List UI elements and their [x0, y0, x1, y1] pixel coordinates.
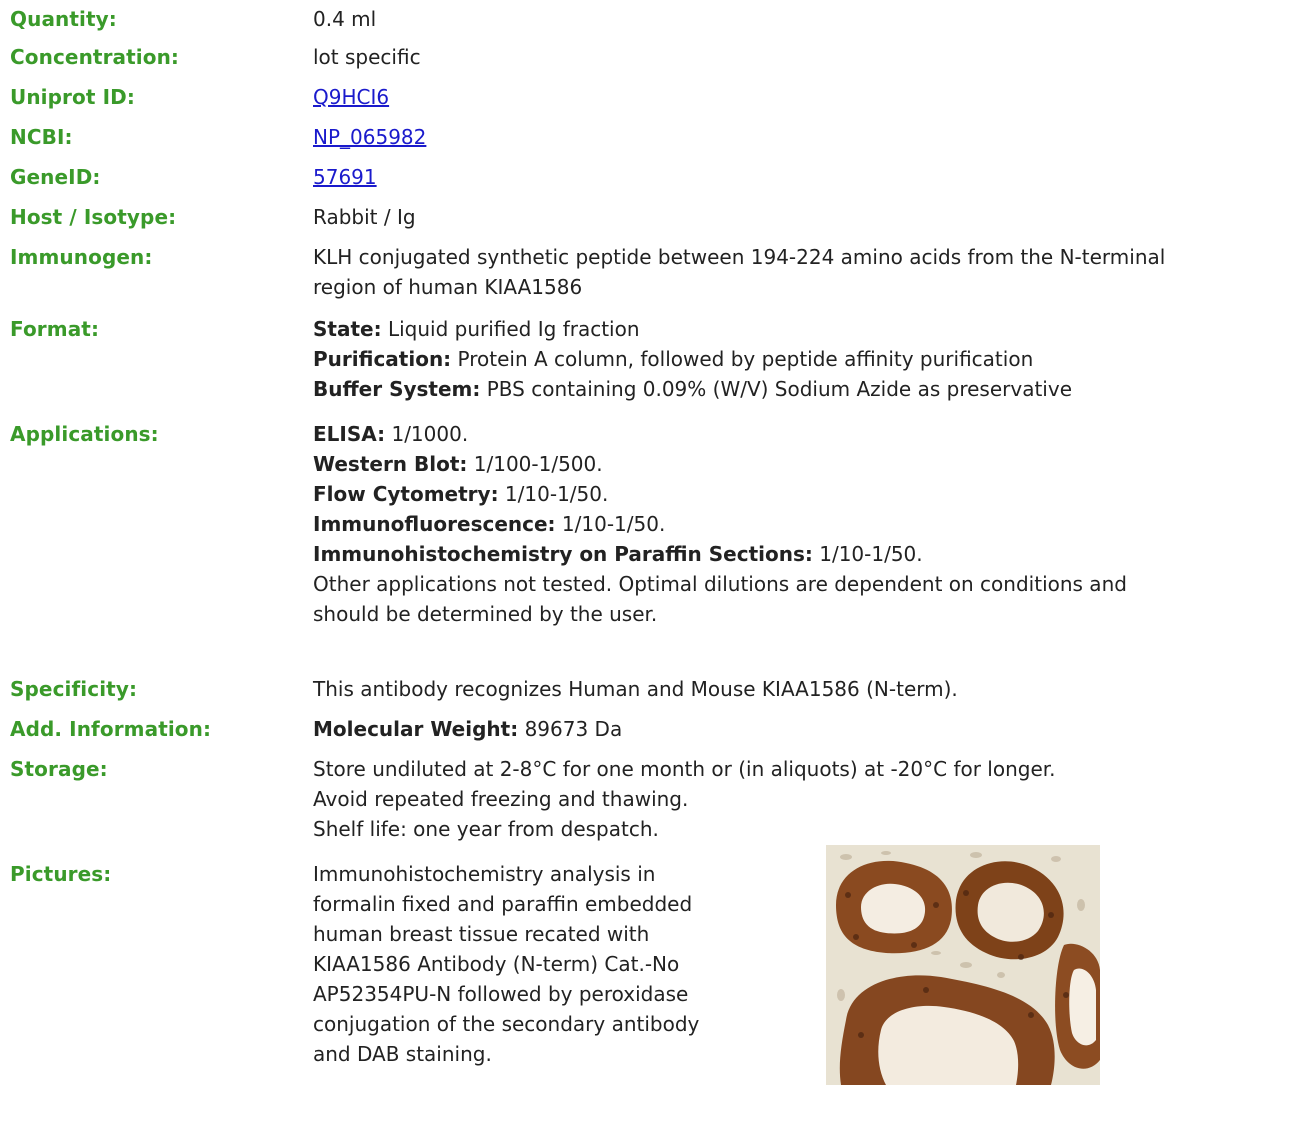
applications-note-line: Other applications not tested. Optimal dilutions are dependent on conditions and: [313, 572, 1127, 596]
label-geneid: GeneID:: [10, 165, 101, 189]
application-elisa: [313, 419, 1290, 449]
immunogen-line: region of human KIAA1586: [313, 275, 583, 299]
format-text: Liquid purified Ig fraction: [381, 317, 640, 341]
value-concentration: lot specific: [313, 45, 421, 69]
format-buffer: [313, 374, 1290, 404]
row-uniprot: [10, 82, 1290, 122]
application-ihc-paraffin: [313, 539, 1290, 569]
application-text: 1/10-1/50.: [498, 482, 609, 506]
label-quantity: Quantity:: [10, 7, 117, 31]
application-key: Immunohistochemistry on Paraffin Sections:: [313, 542, 813, 566]
caption-line: KIAA1586 Antibody (N-term) Cat.-No: [313, 952, 680, 976]
applications-note-line: should be determined by the user.: [313, 602, 658, 626]
tissue-micrograph: [826, 845, 1100, 1085]
application-text: 1/10-1/50.: [812, 542, 923, 566]
format-text: Protein A column, followed by peptide affinity purification: [451, 347, 1034, 371]
molecular-weight-value: 89673 Da: [518, 717, 623, 741]
ncbi-link[interactable]: NP_065982: [313, 125, 427, 149]
label-additional-information: Add. Information:: [10, 717, 212, 741]
value-applications: [313, 419, 1290, 629]
row-format: [10, 314, 1290, 419]
caption-line: formalin fixed and paraffin embedded: [313, 892, 693, 916]
row-concentration: [10, 42, 1290, 82]
application-key: Western Blot:: [313, 452, 468, 476]
caption-line: AP52354PU-N followed by peroxidase: [313, 982, 689, 1006]
format-key: Purification:: [313, 347, 452, 371]
application-key: Immunofluorescence:: [313, 512, 556, 536]
application-text: 1/1000.: [385, 422, 469, 446]
row-geneid: [10, 162, 1290, 202]
application-flow-cytometry: [313, 479, 1290, 509]
label-pictures: Pictures:: [10, 862, 112, 886]
row-storage: [10, 754, 1290, 859]
row-quantity: [10, 0, 1290, 42]
value-storage: [313, 754, 1290, 844]
caption-line: and DAB staining.: [313, 1042, 492, 1066]
storage-line: Avoid repeated freezing and thawing.: [313, 787, 689, 811]
application-text: 1/100-1/500.: [467, 452, 603, 476]
label-concentration: Concentration:: [10, 45, 180, 69]
immunogen-line: KLH conjugated synthetic peptide between 194-224 amino acids from the N-terminal: [313, 245, 1166, 269]
value-uniprot: [313, 82, 1290, 112]
application-western-blot: [313, 449, 1290, 479]
value-specificity: This antibody recognizes Human and Mouse KIAA1586 (N-term).: [313, 677, 958, 701]
label-storage: Storage:: [10, 757, 108, 781]
value-ncbi: [313, 122, 1290, 152]
caption-line: human breast tissue recated with: [313, 922, 650, 946]
caption-line: conjugation of the secondary antibody: [313, 1012, 700, 1036]
application-text: 1/10-1/50.: [555, 512, 666, 536]
row-pictures: [10, 859, 1290, 1089]
ihc-tissue-image[interactable]: [826, 845, 1100, 1085]
format-purification: [313, 344, 1290, 374]
value-immunogen: [313, 242, 1290, 302]
application-key: ELISA:: [313, 422, 386, 446]
molecular-weight-key: Molecular Weight:: [313, 717, 519, 741]
value-additional-information: [313, 714, 1290, 744]
format-key: State:: [313, 317, 382, 341]
row-specificity: [10, 674, 1290, 714]
value-geneid: [313, 162, 1290, 192]
value-pictures: [313, 859, 1290, 1085]
format-state: [313, 314, 1290, 344]
format-key: Buffer System:: [313, 377, 481, 401]
storage-line: Store undiluted at 2-8°C for one month or (in aliquots) at -20°C for longer.: [313, 757, 1056, 781]
row-applications: [10, 419, 1290, 674]
storage-line: Shelf life: one year from despatch.: [313, 817, 659, 841]
format-text: PBS containing 0.09% (W/V) Sodium Azide as preservative: [480, 377, 1072, 401]
caption-line: Immunohistochemistry analysis in: [313, 862, 656, 886]
value-host-isotype: Rabbit / Ig: [313, 205, 416, 229]
label-ncbi: NCBI:: [10, 125, 73, 149]
label-host-isotype: Host / Isotype:: [10, 205, 177, 229]
label-applications: Applications:: [10, 422, 159, 446]
application-key: Flow Cytometry:: [313, 482, 499, 506]
value-format: [313, 314, 1290, 404]
row-host-isotype: [10, 202, 1290, 242]
row-immunogen: [10, 242, 1290, 314]
label-format: Format:: [10, 317, 100, 341]
application-immunofluorescence: [313, 509, 1290, 539]
row-additional-information: [10, 714, 1290, 754]
spec-table: [10, 0, 1290, 1089]
value-quantity: 0.4 ml: [313, 7, 377, 31]
label-immunogen: Immunogen:: [10, 245, 153, 269]
geneid-link[interactable]: 57691: [313, 165, 377, 189]
label-specificity: Specificity:: [10, 677, 138, 701]
picture-caption: [313, 859, 788, 1069]
row-ncbi: [10, 122, 1290, 162]
label-uniprot: Uniprot ID:: [10, 85, 135, 109]
uniprot-link[interactable]: Q9HCI6: [313, 85, 390, 109]
